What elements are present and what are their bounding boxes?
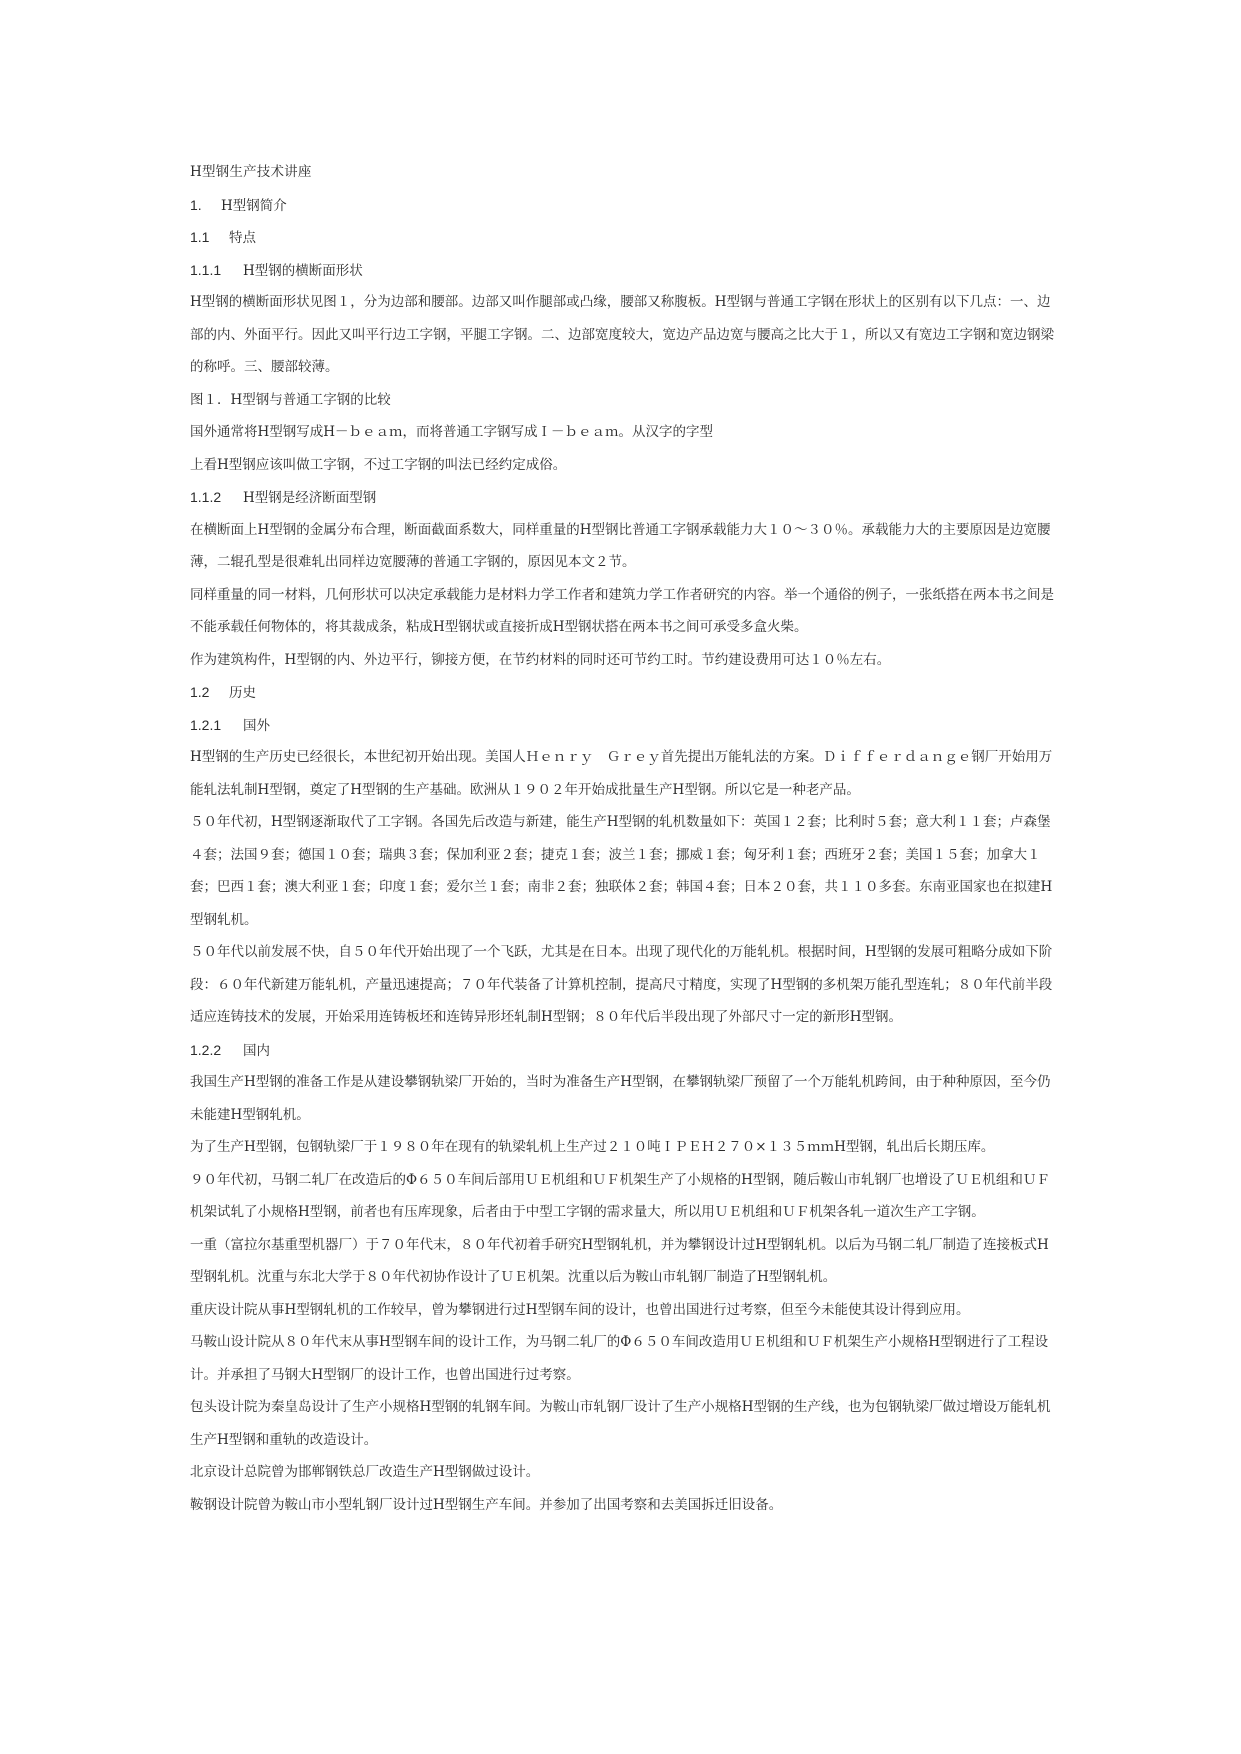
- paragraph: 作为建筑构件，H型钢的内、外边平行，铆接方便，在节约材料的同时还可节约工时。节约建设费用可达１０％左右。: [190, 651, 891, 668]
- document-title: H型钢生产技术讲座: [190, 164, 312, 180]
- heading-1-2-1: [190, 709, 1060, 742]
- paragraph: 同样重量的同一材料，几何形状可以决定承载能力是材料力学工作者和建筑力学工作者研究的内容。举一个通俗的例子，一张纸搭在两本书之间是不能承载任何物体的，将其裁成条，粘成H型钢状或直接折成H型钢状搭在两本书之间可承受多盒火柴。: [190, 586, 1054, 635]
- heading-1: [190, 189, 1060, 222]
- paragraph: 重庆设计院从事H型钢轧机的工作较早，曾为攀钢进行过H型钢车间的设计，也曾出国进行过考察，但至今未能使其设计得到应用。: [190, 1301, 970, 1318]
- paragraph: 马鞍山设计院从８０年代末从事H型钢车间的设计工作，为马钢二轧厂的Φ６５０车间改造用ＵＥ机组和ＵＦ机架生产小规格H型钢进行了工程设计。并承担了马钢大H型钢厂的设计工作，也曾出国进行过考察。: [190, 1334, 1049, 1383]
- heading-text: 特点: [229, 230, 256, 246]
- heading-1-2: [190, 676, 1060, 709]
- heading-1-1-2: [190, 481, 1060, 514]
- paragraph: 北京设计总院曾为邯郸钢铁总厂改造生产H型钢做过设计。: [190, 1464, 540, 1480]
- heading-number: 1.: [190, 196, 202, 213]
- heading-1-1: [190, 221, 1060, 254]
- paragraph: 包头设计院为秦皇岛设计了生产小规格H型钢的轧钢车间。为鞍山市轧钢厂设计了生产小规格H型钢的生产线，也为包钢轨梁厂做过增设万能轧机生产H型钢和重轨的改造设计。: [190, 1399, 1051, 1448]
- document-body: [190, 156, 1060, 1521]
- paragraph: 在横断面上H型钢的金属分布合理，断面截面系数大，同样重量的H型钢比普通工字钢承载能力大１０～３０％。承载能力大的主要原因是边宽腰薄，二辊孔型是很难轧出同样边宽腰薄的普通工字钢的，原因见本文２节。: [190, 521, 1051, 570]
- heading-1-1-1: [190, 254, 1060, 287]
- heading-text: 国外: [243, 717, 270, 734]
- figure-caption: 图１．H型钢与普通工字钢的比较: [190, 391, 391, 408]
- paragraph: 一重（富拉尔基重型机器厂）于７０年代末，８０年代初着手研究H型钢轧机，并为攀钢设计过H型钢轧机。以后为马钢二轧厂制造了连接板式H型钢轧机。沈重与东北大学于８０年代初协作设计了ＵＥ机架。沈重以后为鞍山市轧钢厂制造了H型钢轧机。: [190, 1236, 1049, 1285]
- paragraph: 国外通常将H型钢写成H－ｂｅａｍ，而将普通工字钢写成Ｉ－ｂｅａｍ。从汉字的字型: [190, 424, 714, 440]
- paragraph: H型钢的横断面形状见图１，分为边部和腰部。边部又叫作腿部或凸缘，腰部又称腹板。H型钢与普通工字钢在形状上的区别有以下几点：一、边部的内、外面平行。因此又叫平行边工字钢，平腿工字钢。二、边部宽度较大，宽边产品边宽与腰高之比大于１，所以又有宽边工字钢和宽边钢梁的称呼。三、腰部较薄。: [190, 294, 1054, 375]
- heading-number: 1.1.2: [190, 489, 222, 505]
- heading-number: 1.1: [190, 229, 210, 245]
- heading-text: H型钢的横断面形状: [243, 262, 363, 279]
- paragraph: 上看H型钢应该叫做工字钢，不过工字钢的叫法已经约定成俗。: [190, 456, 567, 473]
- paragraph: ５０年代初，H型钢逐渐取代了工字钢。各国先后改造与新建，能生产H型钢的轧机数量如下：英国１２套；比利时５套；意大利１１套；卢森堡４套；法国９套；德国１０套；瑞典３套；保加利亚２套；捷克１套；波兰１套；挪威１套；匈牙利１套；西班牙２套；美国１５套；加拿大１套；巴西１套；澳大利亚１套；印度１套；爱尔兰１套；南非２套；独联体２套；韩国４套；日本２０套，共１１０多套。东南亚国家也在拟建H型钢轧机。: [190, 814, 1053, 928]
- heading-number: 1.2: [190, 684, 210, 700]
- heading-number: 1.2.2: [190, 1041, 222, 1058]
- paragraph: 鞍钢设计院曾为鞍山市小型轧钢厂设计过H型钢生产车间。并参加了出国考察和去美国拆迁旧设备。: [190, 1496, 783, 1513]
- heading-number: 1.2.1: [190, 716, 222, 733]
- paragraph: ５０年代以前发展不快，自５０年代开始出现了一个飞跃，尤其是在日本。出现了现代化的万能轧机。根据时间，H型钢的发展可粗略分成如下阶段：６０年代新建万能轧机，产量迅速提高；７０年代装备了计算机控制，提高尺寸精度，实现了H型钢的多机架万能孔型连轧；８０年代前半段适应连铸技术的发展，开始采用连铸板坯和连铸异形坯轧制H型钢；８０年代后半段出现了外部尺寸一定的新形H型钢。: [190, 944, 1053, 1025]
- heading-1-2-2: [190, 1034, 1060, 1067]
- paragraph: H型钢的生产历史已经很长，本世纪初开始出现。美国人Ｈｅｎｒｙ Ｇｒｅｙ首先提出万能轧法的方案。Ｄｉｆｆｅｒｄａｎｇｅ钢厂开始用万能轧法轧制H型钢，奠定了H型钢的生产基础。欧洲从１９０２年开始成批量生产H型钢。所以它是一种老产品。: [190, 749, 1053, 798]
- heading-text: 国内: [243, 1042, 270, 1059]
- heading-number: 1.1.1: [190, 261, 222, 278]
- heading-text: H型钢简介: [221, 197, 287, 214]
- heading-text: H型钢是经济断面型钢: [243, 490, 377, 506]
- heading-text: 历史: [229, 685, 256, 701]
- paragraph: 为了生产H型钢，包钢轨梁厂于１９８０年在现有的轨梁轧机上生产过２１０吨ＩＰＥＨ２７０×１３５ｍｍH型钢，轧出后长期压库。: [190, 1139, 995, 1155]
- paragraph: ９０年代初，马钢二轧厂在改造后的Φ６５０车间后部用ＵＥ机组和ＵＦ机架生产了小规格的H型钢，随后鞍山市轧钢厂也增设了ＵＥ机组和ＵＦ机架试轧了小规格H型钢，前者也有压库现象，后者由于中型工字钢的需求量大，所以用ＵＥ机组和ＵＦ机架各轧一道次生产工字钢。: [190, 1171, 1050, 1220]
- paragraph: 我国生产H型钢的准备工作是从建设攀钢轨梁厂开始的，当时为准备生产H型钢，在攀钢轨梁厂预留了一个万能轧机跨间，由于种种原因，至今仍未能建H型钢轧机。: [190, 1074, 1051, 1123]
